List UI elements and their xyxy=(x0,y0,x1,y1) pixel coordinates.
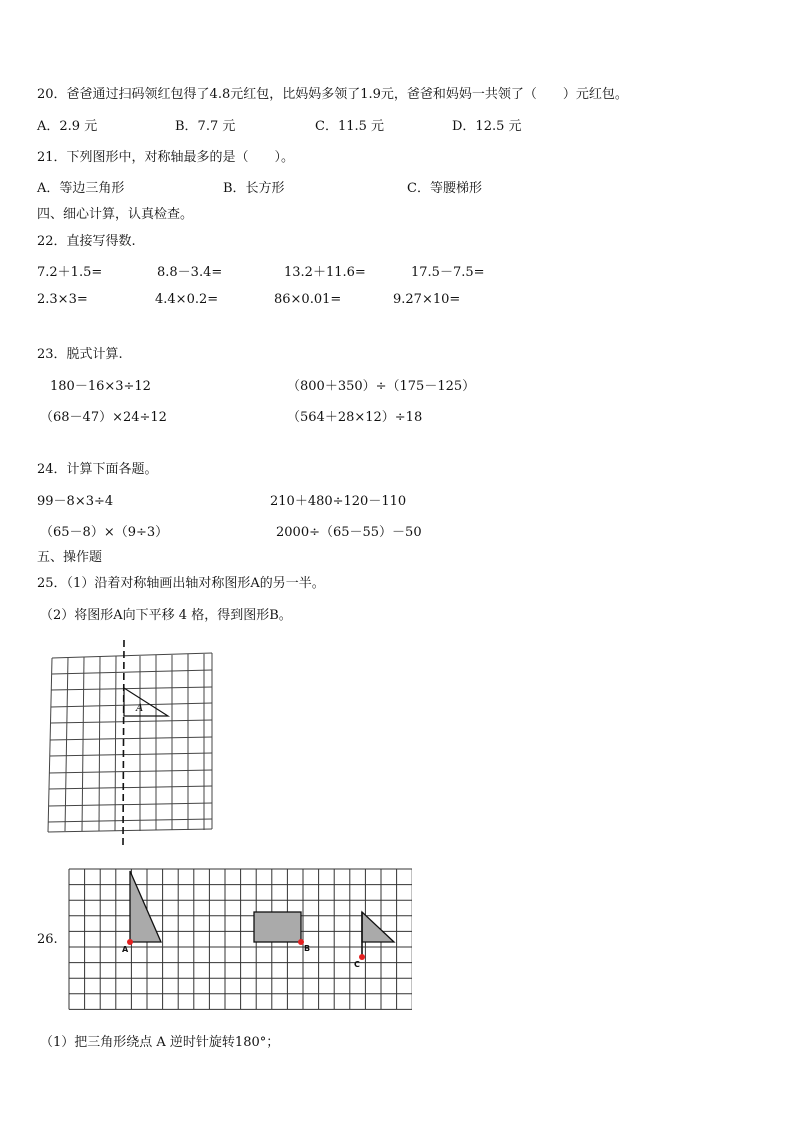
q23-item: （800＋350）÷（175－125） xyxy=(287,379,476,394)
q25-grid-lines xyxy=(48,653,212,832)
q23-text: 23．脱式计算. xyxy=(37,347,123,362)
q21-option-b: B．长方形 xyxy=(223,181,285,196)
q26-number: 26. xyxy=(37,932,58,947)
point-c xyxy=(359,954,365,960)
q25-part1: 25．（1）沿着对称轴画出轴对称图形A的另一半。 xyxy=(37,576,325,591)
q22-text: 22．直接写得数. xyxy=(37,234,136,249)
q24-item: （65－8）×（9÷3） xyxy=(40,525,169,540)
q20-text: 20．爸爸通过扫码领红包得了4.8元红包，比妈妈多领了1.9元，爸爸和妈妈一共领了（ ）元红包。 xyxy=(37,87,628,102)
q22-item: 13.2＋11.6= xyxy=(284,265,366,280)
q23-item: （564＋28×12）÷18 xyxy=(287,410,423,425)
q25-grid-figure xyxy=(44,640,224,845)
triangle-at-a xyxy=(130,871,161,942)
q22-item: 4.4×0.2= xyxy=(155,292,219,307)
q24-item: 210＋480÷120－110 xyxy=(270,494,407,509)
symmetry-axis xyxy=(123,640,124,845)
q22-item: 9.27×10= xyxy=(393,292,461,307)
q21-option-c: C．等腰梯形 xyxy=(407,181,482,196)
rectangle-at-b xyxy=(254,912,301,942)
q24-text: 24．计算下面各题。 xyxy=(37,462,158,477)
q21-text: 21．下列图形中，对称轴最多的是（ ）。 xyxy=(37,150,295,165)
q26-grid-figure xyxy=(67,867,412,1017)
label-c: C xyxy=(354,960,360,969)
q22-item: 17.5－7.5= xyxy=(411,265,485,280)
q23-item: （68－47）×24÷12 xyxy=(40,410,167,425)
q20-option-d: D．12.5 元 xyxy=(452,119,522,134)
q24-item: 99－8×3÷4 xyxy=(37,494,114,509)
q22-item: 7.2＋1.5= xyxy=(37,265,103,280)
q26-part1: （1）把三角形绕点 A 逆时针旋转180°； xyxy=(40,1035,280,1050)
q25-part2: （2）将图形A向下平移 4 格，得到图形B。 xyxy=(40,608,292,623)
q23-item: 180－16×3÷12 xyxy=(50,379,151,394)
q21-option-a: A．等边三角形 xyxy=(37,181,125,196)
q20-option-a: A．2.9 元 xyxy=(37,119,98,134)
q22-item: 2.3×3= xyxy=(37,292,88,307)
q20-option-b: B．7.7 元 xyxy=(175,119,236,134)
q26-grid-lines xyxy=(69,869,412,1009)
label-a: A xyxy=(122,945,129,954)
shape-a-triangle xyxy=(124,688,168,716)
section-4-heading: 四、细心计算，认真检查。 xyxy=(37,207,194,222)
q22-item: 8.8－3.4= xyxy=(157,265,223,280)
shape-a-label: A xyxy=(136,703,144,714)
section-5-heading: 五、操作题 xyxy=(37,550,103,565)
q20-option-c: C．11.5 元 xyxy=(315,119,385,134)
triangle-at-c xyxy=(362,912,394,942)
q22-item: 86×0.01= xyxy=(274,292,342,307)
label-b: B xyxy=(304,944,311,953)
q24-item: 2000÷（65－55）－50 xyxy=(276,525,422,540)
